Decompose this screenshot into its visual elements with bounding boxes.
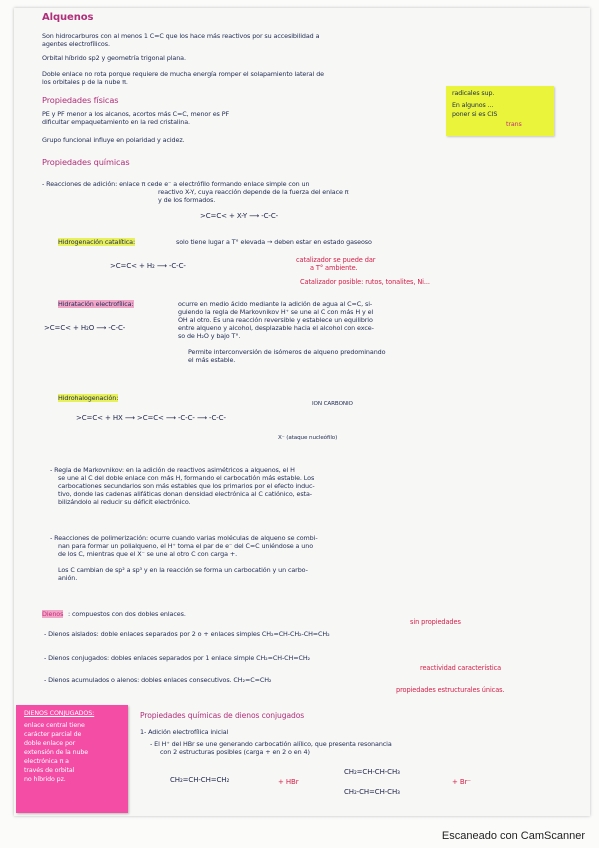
hydrogenation-label: Hidrogenación catalítica: — [58, 238, 136, 246]
hydrohalo-label: Hidrohalogenación: — [58, 394, 119, 402]
hydrohalo-note: ION CARBONIO — [312, 401, 353, 407]
dienes-isolated-note: sin propiedades — [410, 618, 461, 626]
sticky-line: poner si es CIS — [452, 111, 498, 118]
polymer-line: nan para formar un polialqueno, el H⁺ toma el par de e⁻ del C=C uniéndose a uno — [58, 542, 314, 550]
polymer-line: Los C cambian de sp² a sp³ y en la reacción se forma un carbocatión y un carbo- — [58, 566, 308, 574]
dienes-conjugated-note: reactividad característica — [420, 664, 502, 672]
sticky-line: doble enlace por — [24, 740, 76, 747]
addition-line: - Reacciones de adición: enlace π cede e⁻ a electrófilo formando enlace simple con un — [42, 180, 310, 188]
dienes-definition: : compuestos con dos dobles enlaces. — [68, 610, 186, 618]
dienes-label: Dienos — [42, 610, 64, 618]
sticky-line: enlace central tiene — [24, 722, 85, 729]
polymer-line: - Reacciones de polimerización: ocurre cuando varias moléculas de alqueno se combi- — [50, 534, 318, 542]
conj-line: con 2 estructuras posibles (carga + en 2 o en 4) — [160, 748, 310, 756]
hydration-line: entre alqueno y alcohol, desplazable hacia el alcohol con exce- — [178, 324, 374, 332]
phys-line: PE y PF menor a los alcanos, acortos más C=C, menor es PF — [42, 110, 230, 118]
hydrohalo-equation: >C=C< + HX ⟶ >C=C< ⟶ -C-C- ⟶ -C-C- — [76, 414, 226, 422]
conj-eq-right2: CH₂-CH=CH-CH₃ — [344, 788, 400, 796]
hydration-line: el más estable. — [188, 356, 236, 364]
conj-line: 1- Adición electrofílica inicial — [140, 728, 229, 736]
phys-line: Grupo funcional influye en polaridad y acidez. — [42, 136, 185, 144]
hydrogenation-equation: >C=C< + H₂ ⟶ -C-C- — [110, 262, 186, 270]
polymer-line: anión. — [58, 574, 78, 582]
intro-line: Son hidrocarburos con al menos 1 C=C que los hace más reactivos por su accesibilidad a — [42, 32, 320, 40]
intro-line: agentes electrofílicos. — [42, 40, 110, 48]
intro-line: Doble enlace no rota porque requiere de mucha energía romper el solapamiento lateral de — [42, 70, 324, 78]
markovnikov-line: - Regla de Markovnikov: en la adición de reactivos asimétricos a alquenos, el H — [50, 466, 295, 474]
sticky-line: DIENOS CONJUGADOS: — [24, 710, 95, 717]
addition-line: reactivo X-Y, cuya reacción depende de la fuerza del enlace π — [158, 188, 349, 196]
page-title: Alquenos — [42, 12, 94, 23]
conj-eq-left: CH₂=CH-CH=CH₂ — [170, 776, 230, 784]
dienes-cumulated-note: propiedades estructurales únicas. — [396, 686, 505, 694]
conj-eq-tail: + Br⁻ — [452, 778, 471, 786]
phys-line: dificultar empaquetamiento en la red cristalina. — [42, 118, 190, 126]
conj-eq-right1: CH₂=CH-CH-CH₃ — [344, 768, 400, 776]
hydrogenation-text: solo tiene lugar a T° elevada → deben estar en estado gaseoso — [176, 238, 372, 246]
conj-eq-reagent: + HBr — [278, 778, 299, 786]
intro-line: Orbital híbrido sp2 y geometría trigonal plana. — [42, 54, 186, 62]
polymer-line: de los C, mientras que el X⁻ se une al otro C con carga +. — [58, 550, 238, 558]
markovnikov-line: bilizándolo al reducir su déficit electrónico. — [58, 498, 191, 506]
sticky-line: no híbrido pz. — [24, 776, 66, 783]
dienes-cumulated: - Dienos acumulados o alenos: dobles enlaces consecutivos. CH₂=C=CH₂ — [44, 676, 272, 684]
sticky-line: carácter parcial de — [24, 731, 82, 738]
sticky-line: extensión de la nube — [24, 749, 89, 756]
sticky-note-yellow — [446, 86, 554, 136]
hydrogenation-note: Catalizador posible: rutos, tonalites, Ni... — [300, 278, 430, 286]
markovnikov-line: se une al C del doble enlace con más H, formando el carbocatión más estable. Los — [58, 474, 315, 482]
sticky-line: través de orbital — [24, 767, 75, 774]
hydrogenation-note: catalizador se puede dar — [296, 256, 376, 264]
hydrogenation-note: a T° ambiente. — [310, 264, 358, 272]
section-heading-chemical: Propiedades químicas — [42, 157, 130, 167]
hydration-line: ocurre en medio ácido mediante la adición de agua al C=C, si- — [178, 300, 373, 308]
sticky-note-pink — [16, 705, 128, 813]
hydration-line: OH al otro. Es una reacción reversible y establece un equilibrio — [178, 316, 373, 324]
scanner-watermark: Escaneado con CamScanner — [441, 830, 585, 842]
dienes-isolated: - Dienos aislados: doble enlaces separados por 2 o + enlaces simples CH₂=CH-CH₂-CH=CH₂ — [44, 630, 330, 638]
dienes-conjugated: - Dienos conjugados: dobles enlaces separados por 1 enlace simple CH₂=CH-CH=CH₂ — [44, 654, 311, 662]
hydration-line: so de H₂O y bajo T°. — [178, 332, 241, 340]
conj-line: - El H⁺ del HBr se une generando carbocatión alílico, que presenta resonancia — [150, 740, 392, 748]
sticky-line: radicales sup. — [452, 90, 495, 97]
hydration-line: guiendo la regla de Markovnikov H⁺ se une al C con más H y el — [178, 308, 374, 316]
sticky-line: En algunos ... — [452, 102, 494, 109]
sticky-line: electrónica π a — [24, 758, 69, 765]
markovnikov-line: carbocationes secundarios son más estables que los primarios por el efecto induc- — [58, 482, 315, 490]
conj-heading: Propiedades químicas de dienos conjugados — [140, 711, 305, 720]
addition-equation: >C=C< + X-Y ⟶ -C-C- — [200, 212, 279, 220]
markovnikov-line: tivo, donde las cadenas alifáticas donan densidad electrónica al C catiónico, esta- — [58, 490, 312, 498]
hydration-line: Permite interconversión de isómeros de alqueno predominando — [188, 348, 386, 356]
section-heading-physical: Propiedades físicas — [42, 95, 119, 105]
hydration-label: Hidratación electrofílica: — [58, 300, 134, 308]
sticky-line: trans — [506, 121, 522, 128]
hydrohalo-note: X⁻ (ataque nucleófilo) — [278, 435, 338, 441]
addition-line: y de los formados. — [158, 196, 216, 204]
hydration-equation: >C=C< + H₂O ⟶ -C-C- — [44, 324, 126, 332]
intro-line: los orbitales p de la nube π. — [42, 78, 128, 86]
